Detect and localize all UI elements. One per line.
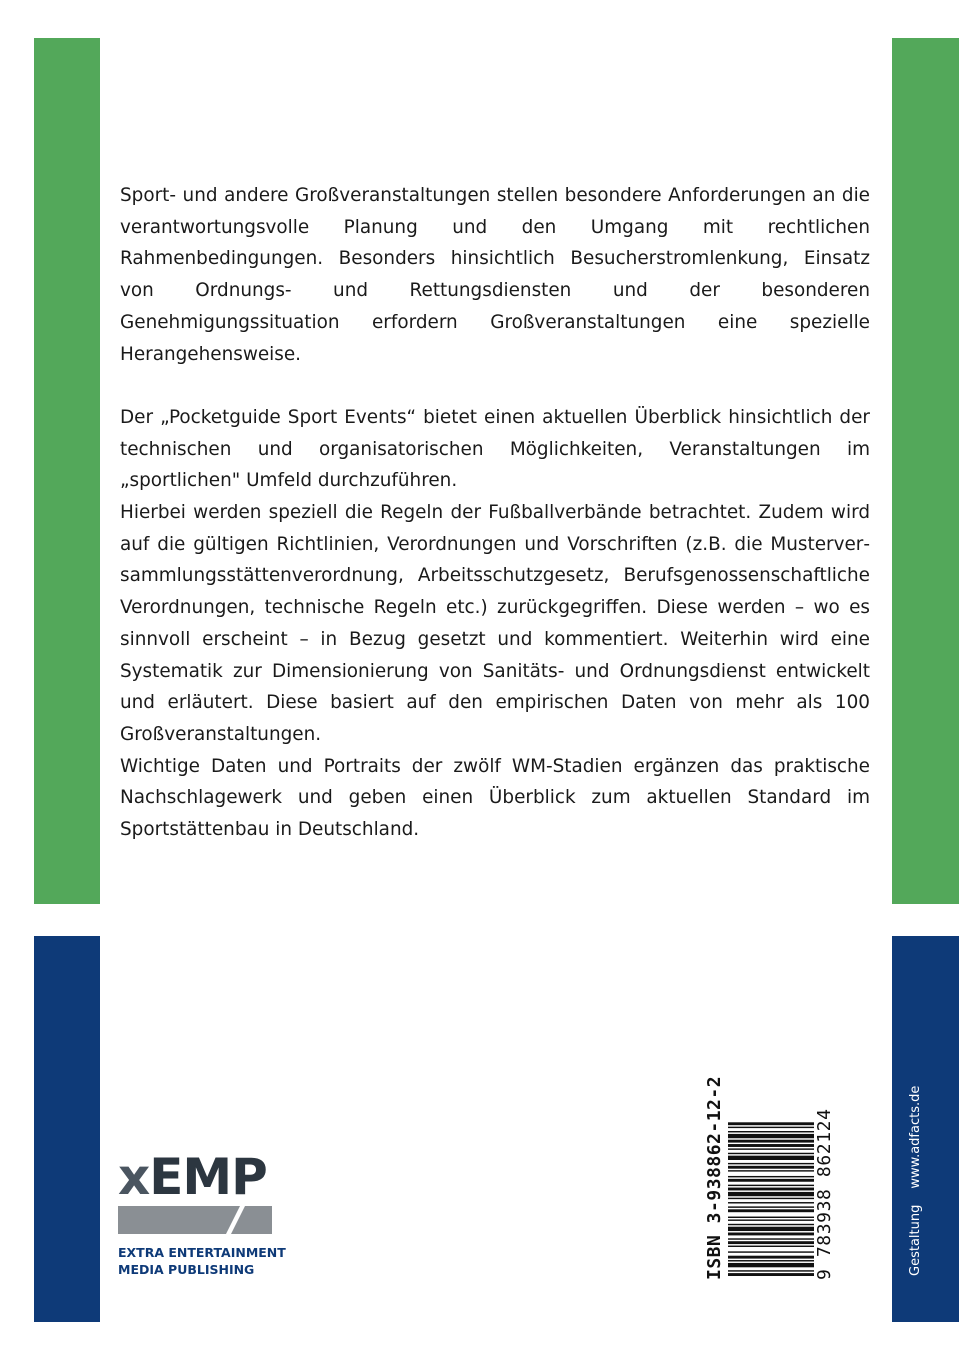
barcode-icon xyxy=(728,1060,814,1280)
green-band-left xyxy=(34,38,100,904)
barcode xyxy=(700,1060,838,1280)
green-band-right xyxy=(892,38,959,904)
blue-band-left xyxy=(34,936,100,1322)
paragraph-2: Der „Pocketguide Sport Events“ bietet einen aktuellen Überblick hinsichtlich der technischen und organisatorischen Möglichkeiten, Veranstaltungen im „sportlichen" Umfeld durchzuführen. xyxy=(120,406,870,492)
isbn-label: ISBN 3-938862-12-2 xyxy=(704,1075,725,1280)
paragraph-4: Wichtige Daten und Portraits der zwölf WM-Stadien ergänzen das praktische Nachschlagewerk und geben einen Überblick zum aktuellen Standard im Sportstättenbau in Deutschland. xyxy=(120,755,870,841)
paragraph-3: Hierbei werden speziell die Regeln der Fußballverbände betrachtet. Zudem wird auf die gültigen Richtlinien, Verordnungen und Vorschriften (z.B. die Musterversammlungsstättenverordnung, Arbeitsschutzgesetz, Berufsgenossenschaftliche Verordnungen, technische Regeln etc.) zurückgegriffen. Diese werden – wo es sinnvoll erscheint – in Bezug gesetzt und kommentiert. Weiterhin wird eine Systematik zur Dimensionierung von Sanitäts- und Ordnungsdienst entwickelt und erläutert. Diese basiert auf den empirischen Daten von mehr als 100 Großveranstaltungen. xyxy=(120,502,870,745)
logo-wordmark xyxy=(118,1148,267,1206)
barcode-digits: 9 783938 862124 xyxy=(814,1108,835,1280)
paragraph-1: Sport- und andere Großveranstaltungen stellen besondere Anforderungen an die verantwortungsvolle Planung und den Umgang mit rechtlichen Rahmenbedingungen. Besonders hinsichtlich Besucherstromlenkung, Einsatz von Ordnungs- und Rettungsdiensten und der besonderen Genehmigungssituation erfordern Großveranstaltungen eine spezielle Herangehensweise. xyxy=(120,185,870,365)
logo-emp: EMP xyxy=(149,1148,267,1206)
design-credit xyxy=(902,1056,930,1276)
logo-x: x xyxy=(118,1148,150,1206)
credit-url[interactable]: www.adfacts.de xyxy=(908,1085,923,1189)
publisher-logo xyxy=(118,1148,286,1278)
blurb-text xyxy=(120,180,870,846)
publisher-name-line-2: MEDIA PUBLISHING xyxy=(118,1262,255,1277)
credit-label: Gestaltung xyxy=(908,1204,923,1276)
logo-stripe-icon xyxy=(118,1206,272,1234)
publisher-name-line-1: EXTRA ENTERTAINMENT xyxy=(118,1245,286,1260)
